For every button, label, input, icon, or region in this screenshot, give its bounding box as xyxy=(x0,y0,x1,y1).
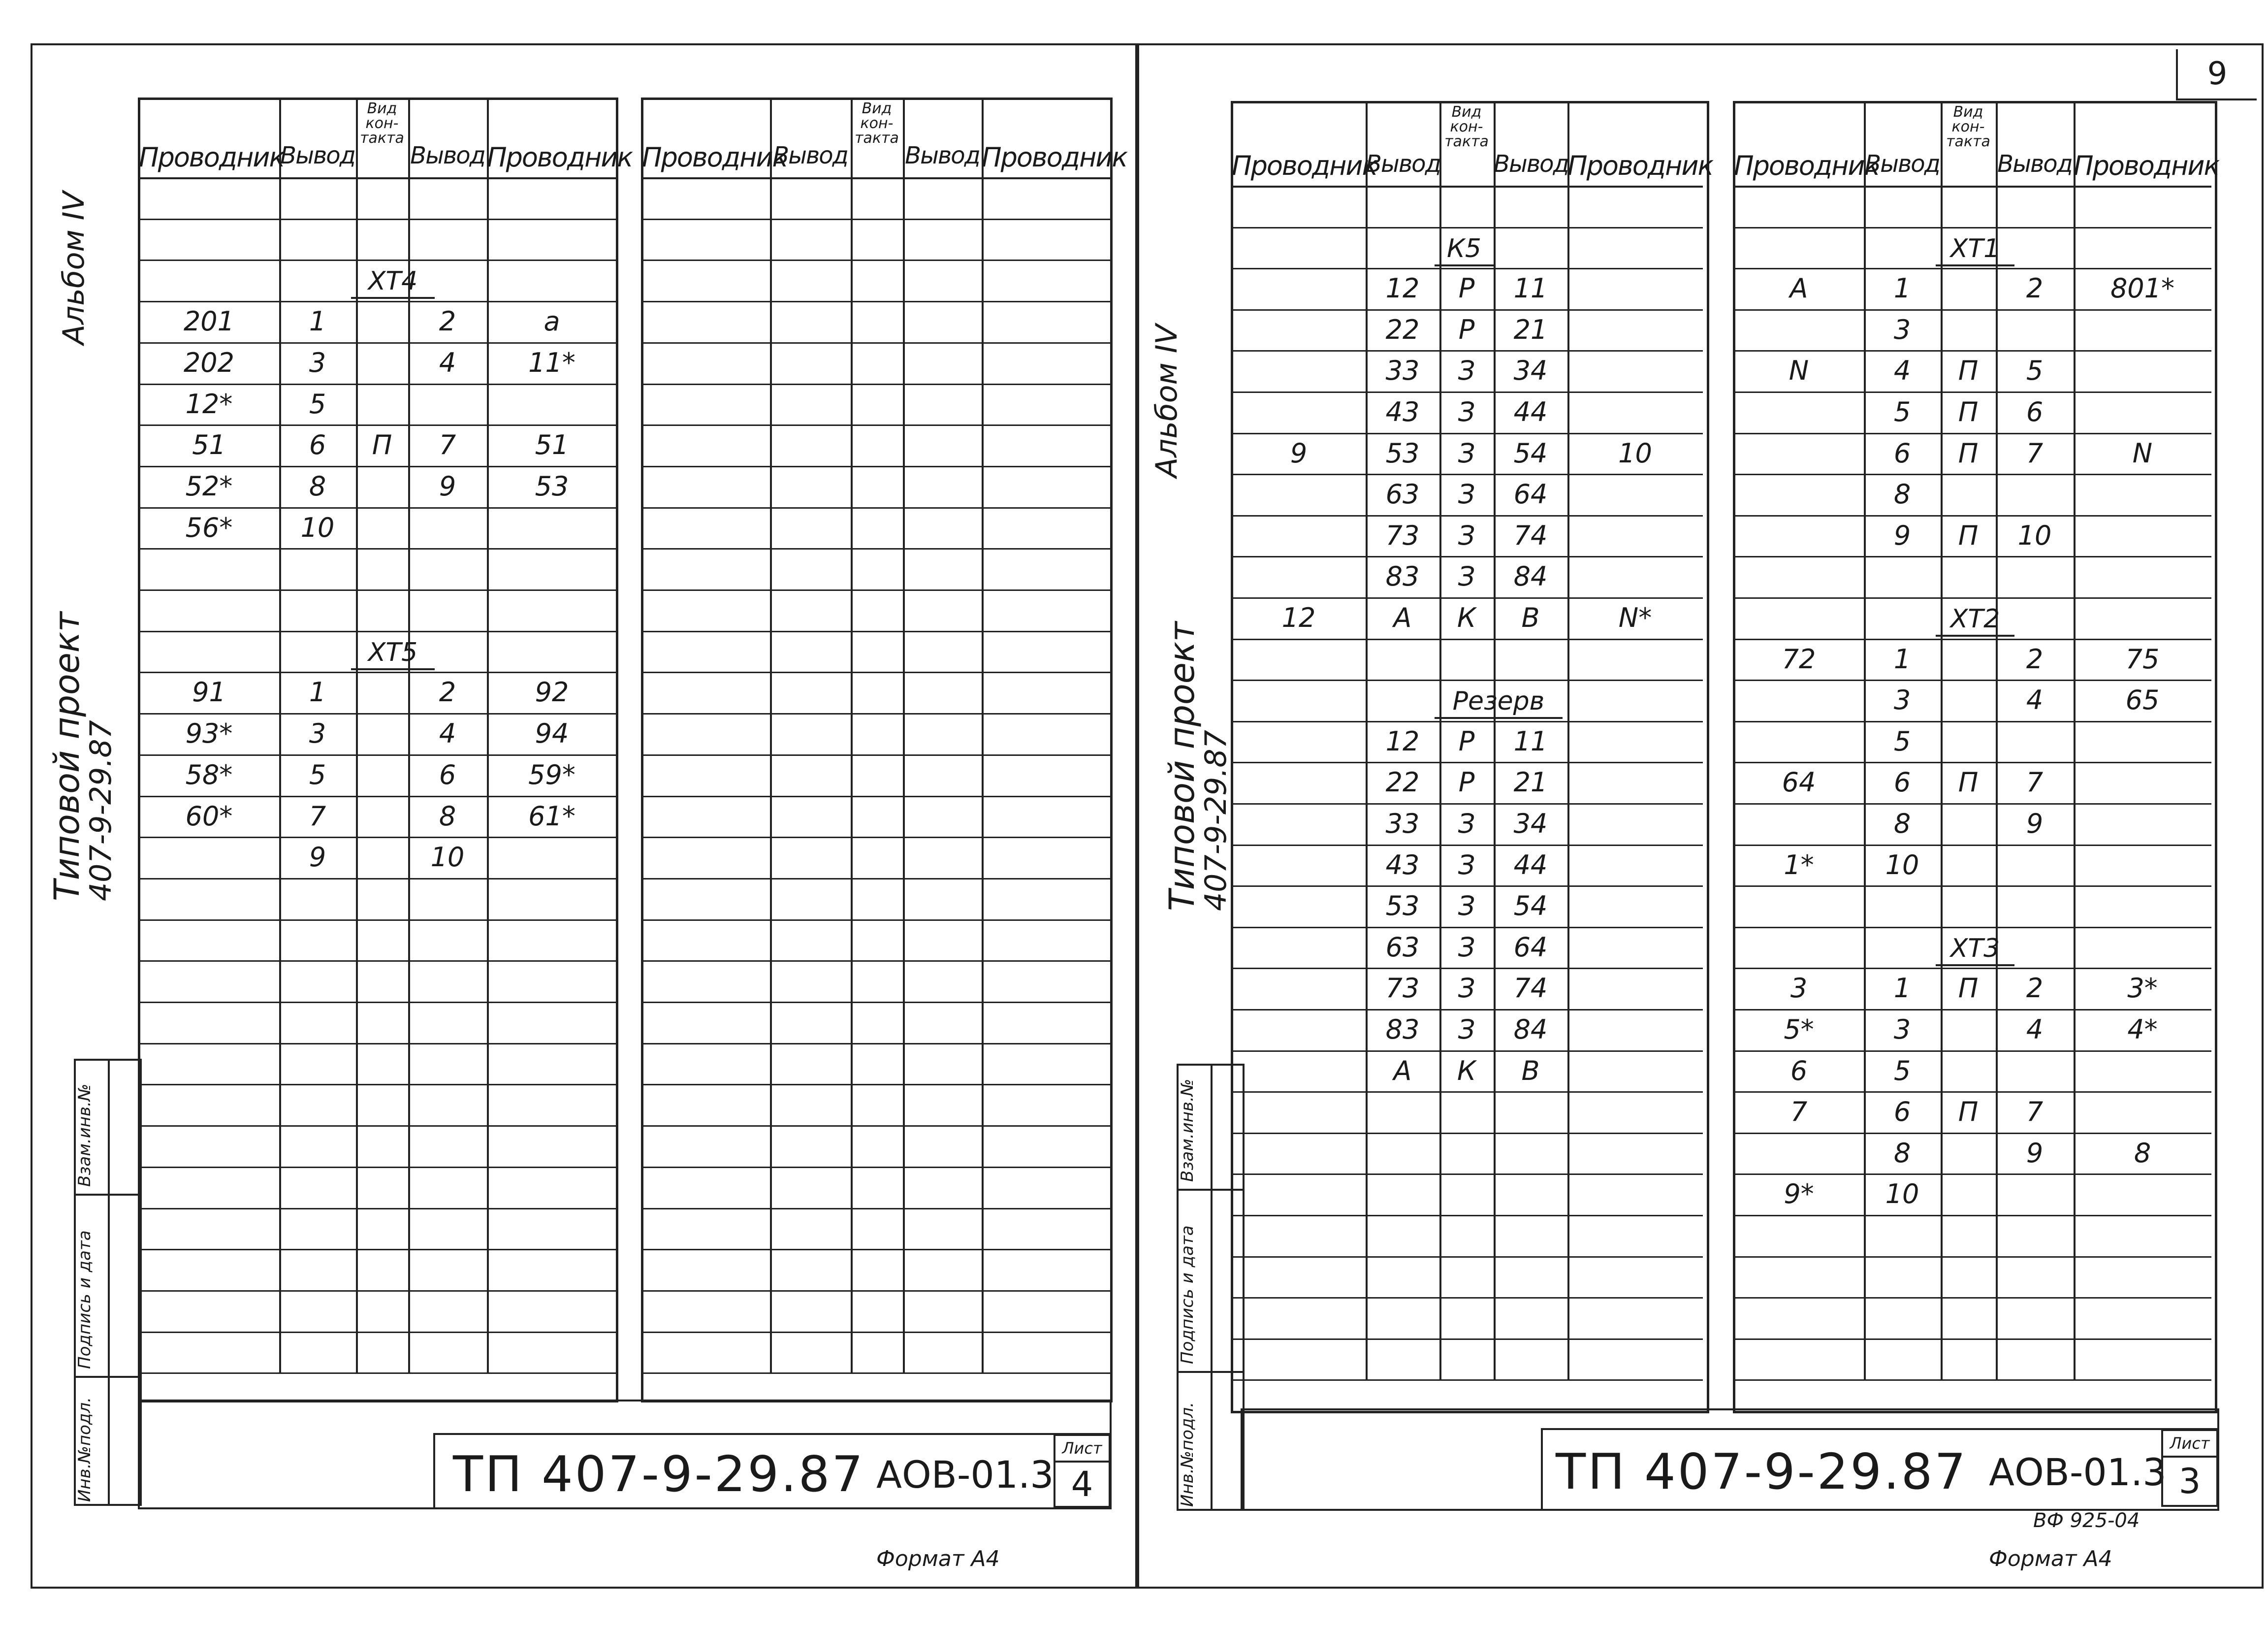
right-doc-code: АОВ-01.3 xyxy=(1989,1450,2167,1494)
left-format: Формат А4 xyxy=(876,1546,1000,1571)
left-table-b-header-0: Проводник xyxy=(642,142,788,173)
right-table-b-cell: 5* xyxy=(1784,1014,1814,1045)
left-table-a-cell: П xyxy=(372,429,392,461)
right-table-a-cell: К xyxy=(1457,1055,1476,1086)
left-table-b-col-line xyxy=(770,98,772,1372)
left-table-b-row-line xyxy=(642,1208,1111,1209)
right-table-b-cell: 6 xyxy=(1893,437,1911,469)
left-table-b-row-line xyxy=(642,1167,1111,1168)
right-table-a-cell: Р xyxy=(1458,767,1475,798)
right-table-a-group-label: Резерв xyxy=(1435,685,1563,719)
right-table-b-cell: 4 xyxy=(1893,355,1911,387)
page-number: 9 xyxy=(2207,56,2228,92)
right-table-b-cell: 6 xyxy=(1893,1096,1911,1128)
page-number-box xyxy=(2176,49,2257,100)
right-table-a-cell: 22 xyxy=(1385,314,1420,345)
right-table-a-cell: N* xyxy=(1618,602,1652,633)
right-table-a-row-line xyxy=(1232,1297,1703,1299)
right-table-b-cell: 5 xyxy=(1893,1055,1911,1086)
right-table-a-cell: 64 xyxy=(1513,479,1548,510)
left-table-a-cell: 2 xyxy=(439,677,456,708)
right-table-a-cell: 12 xyxy=(1281,602,1316,633)
left-table-a-cell: 1 xyxy=(309,306,326,337)
right-table-b-cell: П xyxy=(1958,396,1979,427)
right-table-a-cell: 63 xyxy=(1385,931,1420,963)
left-table-a-cell: 7 xyxy=(439,429,456,461)
right-table-b-row-line xyxy=(1734,1297,2211,1299)
right-table-b-cell: 4 xyxy=(2026,684,2044,716)
right-table-a-row-line xyxy=(1232,1338,1703,1340)
left-table-a-cell: 12* xyxy=(185,388,233,420)
left-table-b-row-line xyxy=(642,1290,1111,1292)
left-table-a-cell: 4 xyxy=(439,347,456,378)
right-table-b-row-line xyxy=(1734,1215,2211,1216)
left-table-b-row-line xyxy=(642,672,1111,673)
right-table-a-cell: 73 xyxy=(1385,520,1420,551)
right-table-a-cell: В xyxy=(1521,602,1540,633)
right-stamp-vzam: Взам.инв.№ xyxy=(1178,1078,1197,1182)
left-table-a-cell: a xyxy=(543,306,560,337)
left-table-b-row-line xyxy=(642,754,1111,756)
right-table-b-row-line xyxy=(1734,721,2211,722)
left-table-a-row-line xyxy=(139,631,617,632)
right-table-a-cell: З xyxy=(1458,890,1475,922)
right-sheet-no: 3 xyxy=(2178,1461,2201,1501)
left-table-b-row-line xyxy=(642,342,1111,344)
right-table-a-row-line xyxy=(1232,227,1703,228)
left-table-b-header-3: Вывод xyxy=(905,142,980,169)
right-table-b-cell: 801* xyxy=(2110,273,2175,304)
right-table-b-header-3: Вывод xyxy=(1997,150,2072,178)
right-title: ТП 407-9-29.87 xyxy=(1556,1443,1968,1500)
right-table-b-cell: 7 xyxy=(2026,767,2044,798)
right-table-b-cell: 8 xyxy=(1893,1137,1911,1169)
right-table-b-cell: 9* xyxy=(1784,1178,1814,1210)
left-table-a-cell: 52* xyxy=(185,470,233,502)
left-table-a-cell: 6 xyxy=(309,429,326,461)
right-table-b-row-line xyxy=(1734,227,2211,228)
left-sheet-no: 4 xyxy=(1071,1464,1093,1504)
left-table-b-col-line xyxy=(982,98,984,1372)
left-table-a-row-line xyxy=(139,1002,617,1003)
right-table-b-cell: 2 xyxy=(2026,273,2044,304)
right-table-b-row-line xyxy=(1734,474,2211,475)
left-table-a-row-line xyxy=(139,1290,617,1292)
left-table-a-cell: 11* xyxy=(528,347,575,378)
right-project-line1: Типовой проект xyxy=(1162,621,1202,911)
right-table-a-row-line xyxy=(1232,1173,1703,1175)
left-table-a-cell: 61* xyxy=(528,800,575,832)
left-table-b-row-line xyxy=(642,260,1111,261)
right-table-b-cell: 3 xyxy=(1893,1014,1911,1045)
right-table-b-cell: 72 xyxy=(1782,643,1816,675)
right-table-a-cell: З xyxy=(1458,808,1475,839)
left-table-a-header-0: Проводник xyxy=(139,142,285,173)
left-table-a-header-contact-type: Вид кон-такта xyxy=(360,100,404,147)
right-table-a-cell: 34 xyxy=(1513,808,1548,839)
right-table-a-cell: 43 xyxy=(1385,396,1420,427)
right-table-b-cell: 3 xyxy=(1893,314,1911,345)
right-table-b-cell: 10 xyxy=(1885,1178,1919,1210)
right-table-b-cell: 1 xyxy=(1893,643,1911,675)
right-table-b-cell: 5 xyxy=(1893,396,1911,427)
right-table-a-cell: 9 xyxy=(1290,437,1308,469)
left-table-b-row-line xyxy=(642,837,1111,838)
right-table-b-row-line xyxy=(1734,309,2211,311)
left-table-a-row-line xyxy=(139,1332,617,1333)
left-table-a-cell: 93* xyxy=(185,718,233,749)
left-table-b-row-line xyxy=(642,960,1111,962)
right-table-b-cell: 2 xyxy=(2026,973,2044,1004)
left-table-a-cell: 53 xyxy=(535,470,569,502)
left-table-b-row-line xyxy=(642,589,1111,591)
right-table-b-cell: 64 xyxy=(1782,767,1816,798)
right-table-b-header-0: Проводник xyxy=(1734,150,1880,181)
right-table-b-cell: 4* xyxy=(2127,1014,2158,1045)
left-table-a-header-4: Проводник xyxy=(487,142,633,173)
right-table-a-cell: 44 xyxy=(1513,849,1548,880)
left-table-b-row-line xyxy=(642,548,1111,550)
left-album-label: Альбом IV xyxy=(57,191,91,345)
left-table-a-cell: 59* xyxy=(528,759,575,790)
left-table-b-header-1: Вывод xyxy=(773,142,848,169)
left-table-a-cell: 10 xyxy=(300,512,335,543)
left-table-b-row-line xyxy=(642,301,1111,302)
right-table-b-cell: N xyxy=(1789,355,1809,387)
right-table-a-cell: Р xyxy=(1458,725,1475,757)
right-table-a-cell: З xyxy=(1458,931,1475,963)
right-table-a-cell: 84 xyxy=(1513,1014,1548,1045)
right-table-a-cell: З xyxy=(1458,355,1475,387)
left-table-a-row-line xyxy=(139,837,617,838)
right-table-b-cell: 10 xyxy=(1885,849,1919,880)
right-table-b-cell: 9 xyxy=(2026,808,2044,839)
left-table-b-row-line xyxy=(642,878,1111,880)
right-table-a-group-label: К5 xyxy=(1435,233,1494,266)
left-stamp-sign: Подпись и дата xyxy=(75,1230,95,1369)
left-title: ТП 407-9-29.87 xyxy=(453,1445,865,1503)
right-table-a-cell: 84 xyxy=(1513,561,1548,592)
right-table-a-cell: З xyxy=(1458,561,1475,592)
right-table-a-row-line xyxy=(1232,1215,1703,1216)
right-table-b-cell: 5 xyxy=(2026,355,2044,387)
right-table-b-cell: 1 xyxy=(1893,273,1911,304)
right-stamp: ВФ 925-04 xyxy=(2033,1509,2140,1532)
right-table-b-group-label: ХТ1 xyxy=(1936,233,2014,266)
right-table-a-cell: Р xyxy=(1458,314,1475,345)
right-table-a-cell: 33 xyxy=(1385,808,1420,839)
right-table-a-header-3: Вывод xyxy=(1494,150,1568,178)
right-table-a-cell: 33 xyxy=(1385,355,1420,387)
right-table-b-group-label: ХТ2 xyxy=(1936,603,2014,637)
right-sheet-label: Лист xyxy=(2163,1431,2216,1458)
right-table-a-cell: 21 xyxy=(1513,767,1548,798)
left-table-a-row-line xyxy=(139,1084,617,1085)
left-table-a-row-line xyxy=(139,1125,617,1127)
right-table-a-cell: 22 xyxy=(1385,767,1420,798)
left-table-b-col-line xyxy=(851,98,853,1372)
left-table-b xyxy=(641,98,1127,1402)
left-table-a-row-line xyxy=(139,960,617,962)
left-table-a-cell: 4 xyxy=(439,718,456,749)
right-table-a-header-4: Проводник xyxy=(1567,150,1713,181)
left-table-b-row-line xyxy=(642,631,1111,632)
right-table-b-row-line xyxy=(1734,803,2211,805)
right-stamp-sign: Подпись и дата xyxy=(1178,1225,1197,1364)
right-table-a-cell: 11 xyxy=(1513,725,1548,757)
left-table-a-row-line xyxy=(139,260,617,261)
right-table-a-cell: 12 xyxy=(1385,273,1420,304)
right-project-line2: 407-9-29.87 xyxy=(1199,730,1233,911)
left-table-a-cell: 5 xyxy=(309,388,326,420)
right-table-a-cell: 11 xyxy=(1513,273,1548,304)
right-table-a-header-contact-type: Вид кон-такта xyxy=(1444,103,1489,150)
right-table-a-cell: 83 xyxy=(1385,561,1420,592)
left-table-b-row-line xyxy=(642,1125,1111,1127)
right-table-b-cell: 65 xyxy=(2125,684,2160,716)
right-table-a-cell: 10 xyxy=(1618,437,1652,469)
right-table-b-cell: 6 xyxy=(1893,767,1911,798)
right-table-b-cell: 8 xyxy=(1893,479,1911,510)
right-table-b-cell: 3 xyxy=(1893,684,1911,716)
left-table-a-header-line xyxy=(139,177,617,179)
left-table-a-cell: 94 xyxy=(535,718,569,749)
left-table-b-row-line xyxy=(642,1002,1111,1003)
right-table-a-header-1: Вывод xyxy=(1366,150,1440,178)
right-table-a-cell: З xyxy=(1458,479,1475,510)
right-table-b-cell: П xyxy=(1958,973,1979,1004)
right-table-b-header-4: Проводник xyxy=(2074,150,2219,181)
left-table-a-header-1: Вывод xyxy=(280,142,355,169)
right-table-a-row-line xyxy=(1232,639,1703,640)
left-stamp-inv: Инв.№подл. xyxy=(75,1397,95,1502)
right-table-a-cell: З xyxy=(1458,520,1475,551)
right-table-a-cell: 34 xyxy=(1513,355,1548,387)
left-table-a-header-3: Вывод xyxy=(410,142,485,169)
right-table-b-row-line xyxy=(1734,597,2211,599)
right-table-a-row-line xyxy=(1232,1133,1703,1134)
left-table-b-row-line xyxy=(642,219,1111,220)
right-table-b-cell: 3* xyxy=(2127,973,2158,1004)
right-album-label: Альбом IV xyxy=(1150,324,1184,478)
left-table-a-row-line xyxy=(139,878,617,880)
right-table-b-cell: 7 xyxy=(1790,1096,1808,1128)
left-table-a-cell: 56* xyxy=(185,512,233,543)
left-table-a-cell: 3 xyxy=(309,718,326,749)
left-table-b-header-line xyxy=(642,177,1111,179)
right-table-b-cell: 10 xyxy=(2017,520,2052,551)
right-table-a-cell: 12 xyxy=(1385,725,1420,757)
right-table-a-cell: А xyxy=(1393,602,1412,633)
left-sheet-number-box xyxy=(1054,1434,1111,1508)
left-table-a-group-label: ХТ5 xyxy=(351,637,435,670)
right-table-b-header-line xyxy=(1734,186,2211,188)
left-table-a-cell: 9 xyxy=(309,842,326,873)
left-table-a-cell: 91 xyxy=(192,677,226,708)
left-table-a-cell: 51 xyxy=(535,429,569,461)
left-table-b-row-line xyxy=(642,1249,1111,1250)
right-table-b-row-line xyxy=(1734,556,2211,557)
right-table-a-cell: 54 xyxy=(1513,890,1548,922)
right-table-b-cell: П xyxy=(1958,437,1979,469)
right-table-a-cell: 63 xyxy=(1385,479,1420,510)
right-table-a-header-0: Проводник xyxy=(1232,150,1377,181)
left-table-b-row-line xyxy=(642,796,1111,797)
right-table-b-row-line xyxy=(1734,1256,2211,1258)
left-table-b-row-line xyxy=(642,1332,1111,1333)
left-table-b-row-line xyxy=(642,384,1111,385)
right-table-a-cell: З xyxy=(1458,396,1475,427)
right-table-b-cell: 8 xyxy=(1893,808,1911,839)
right-table-b-cell: 7 xyxy=(2026,437,2044,469)
left-table-a-row-line xyxy=(139,1208,617,1209)
right-table-b-header-1: Вывод xyxy=(1865,150,1940,178)
right-table-a-row-line xyxy=(1232,1379,1703,1381)
left-table-a-cell: 58* xyxy=(185,759,233,790)
right-table-b-row-line xyxy=(1734,885,2211,887)
left-table-a-row-line xyxy=(139,919,617,921)
right-table-b-cell: A xyxy=(1789,273,1808,304)
right-table-b-col-line xyxy=(1941,102,1943,1379)
left-table-a-group-label: ХТ4 xyxy=(351,265,435,299)
right-table-a-cell: К xyxy=(1457,602,1476,633)
left-table-a-row-line xyxy=(139,589,617,591)
right-table-a-header-line xyxy=(1232,186,1703,188)
left-doc-code: АОВ-01.3 xyxy=(876,1453,1054,1497)
left-table-a-cell: 9 xyxy=(439,470,456,502)
right-table-b-cell: П xyxy=(1958,767,1979,798)
right-table-b-row-line xyxy=(1734,1379,2211,1381)
right-table-b-cell: 1 xyxy=(1893,973,1911,1004)
left-table-a-cell: 202 xyxy=(183,347,235,378)
left-table-b-row-line xyxy=(642,1084,1111,1085)
right-table-a-cell: 73 xyxy=(1385,973,1420,1004)
left-table-a-row-line xyxy=(139,548,617,550)
right-table-b-cell: 8 xyxy=(2134,1137,2151,1169)
left-table-b-row-line xyxy=(642,507,1111,509)
right-table-a-row-line xyxy=(1232,1256,1703,1258)
right-format: Формат А4 xyxy=(1989,1546,2112,1571)
right-table-b-header-contact-type: Вид кон-такта xyxy=(1946,103,1990,150)
left-table-a-row-line xyxy=(139,1043,617,1044)
right-table-b-group-label: ХТ3 xyxy=(1936,933,2014,966)
right-table-a-cell: В xyxy=(1521,1055,1540,1086)
left-table-b-row-line xyxy=(642,919,1111,921)
left-table-a-cell: 3 xyxy=(309,347,326,378)
right-table-a-cell: 74 xyxy=(1513,520,1548,551)
left-table-b-row-line xyxy=(642,466,1111,467)
left-table-a-cell: 10 xyxy=(430,842,465,873)
right-table-b-cell: 6 xyxy=(1790,1055,1808,1086)
right-table-b-cell: 3 xyxy=(1790,973,1808,1004)
left-table-a-row-line xyxy=(139,1249,617,1250)
right-table-b-cell: 4 xyxy=(2026,1014,2044,1045)
right-table-a-cell: 43 xyxy=(1385,849,1420,880)
right-table-a-cell: 54 xyxy=(1513,437,1548,469)
right-table-b-cell: 2 xyxy=(2026,643,2044,675)
right-table-b-cell: 7 xyxy=(2026,1096,2044,1128)
right-table-b-cell: 9 xyxy=(1893,520,1911,551)
right-table-b-row-line xyxy=(1734,927,2211,928)
right-table-a-cell: 64 xyxy=(1513,931,1548,963)
right-table-a-cell: 74 xyxy=(1513,973,1548,1004)
left-table-a-cell: 201 xyxy=(183,306,235,337)
left-table-b-row-line xyxy=(642,424,1111,426)
left-table-b-header-contact-type: Вид кон-такта xyxy=(855,100,899,147)
right-table-b-cell: П xyxy=(1958,1096,1979,1128)
right-table-a-cell: 21 xyxy=(1513,314,1548,345)
left-table-b-row-line xyxy=(642,1043,1111,1044)
left-table-a-cell: 51 xyxy=(192,429,226,461)
right-stamp-inv: Инв.№подл. xyxy=(1178,1402,1197,1507)
right-table-b-cell: 5 xyxy=(1893,725,1911,757)
right-table-b-cell: N xyxy=(2132,437,2153,469)
left-table-a-cell: 60* xyxy=(185,800,233,832)
right-table-b-cell: 1* xyxy=(1784,849,1814,880)
left-table-a-row-line xyxy=(139,1167,617,1168)
left-table-a-cell: 8 xyxy=(309,470,326,502)
right-table-b-cell: 6 xyxy=(2026,396,2044,427)
left-table-a-cell: 2 xyxy=(439,306,456,337)
right-table-b-cell: П xyxy=(1958,520,1979,551)
left-table-a-cell: 8 xyxy=(439,800,456,832)
right-table-b-cell: 75 xyxy=(2125,643,2160,675)
right-table-a-cell: 53 xyxy=(1385,890,1420,922)
right-table-b-row-line xyxy=(1734,1338,2211,1340)
left-project-line1: Типовой проект xyxy=(47,612,87,901)
right-table-a-cell: 53 xyxy=(1385,437,1420,469)
right-table-a-cell: З xyxy=(1458,437,1475,469)
right-table-a-cell: З xyxy=(1458,1014,1475,1045)
left-table-b-header-4: Проводник xyxy=(982,142,1127,173)
left-project-line2: 407-9-29.87 xyxy=(84,720,118,901)
right-table-a-cell: З xyxy=(1458,973,1475,1004)
left-table-a-cell: 1 xyxy=(309,677,326,708)
left-table-b-row-line xyxy=(642,1372,1111,1374)
left-table-a-row-line xyxy=(139,1372,617,1374)
right-table-a-cell: 44 xyxy=(1513,396,1548,427)
left-table-a-cell: 6 xyxy=(439,759,456,790)
left-table-a-row-line xyxy=(139,219,617,220)
left-table-b-row-line xyxy=(642,713,1111,715)
right-table-a-col-line xyxy=(1567,102,1569,1379)
right-table-a-row-line xyxy=(1232,1091,1703,1093)
left-sheet-label: Лист xyxy=(1055,1436,1109,1463)
right-sheet-number-box xyxy=(2161,1429,2218,1507)
right-table-a-cell: А xyxy=(1393,1055,1412,1086)
right-table-b-cell: П xyxy=(1958,355,1979,387)
left-table-b-col-line xyxy=(903,98,905,1372)
right-table-b-cell: 9 xyxy=(2026,1137,2044,1169)
right-table-a-row-line xyxy=(1232,680,1703,681)
left-table-a-cell: 7 xyxy=(309,800,326,832)
right-table-a-cell: Р xyxy=(1458,273,1475,304)
left-table-a-cell: 5 xyxy=(309,759,326,790)
right-table-a-cell: 83 xyxy=(1385,1014,1420,1045)
left-table-a-cell: 92 xyxy=(535,677,569,708)
right-table-a-cell: З xyxy=(1458,849,1475,880)
left-stamp-vzam: Взам.инв.№ xyxy=(75,1083,95,1187)
